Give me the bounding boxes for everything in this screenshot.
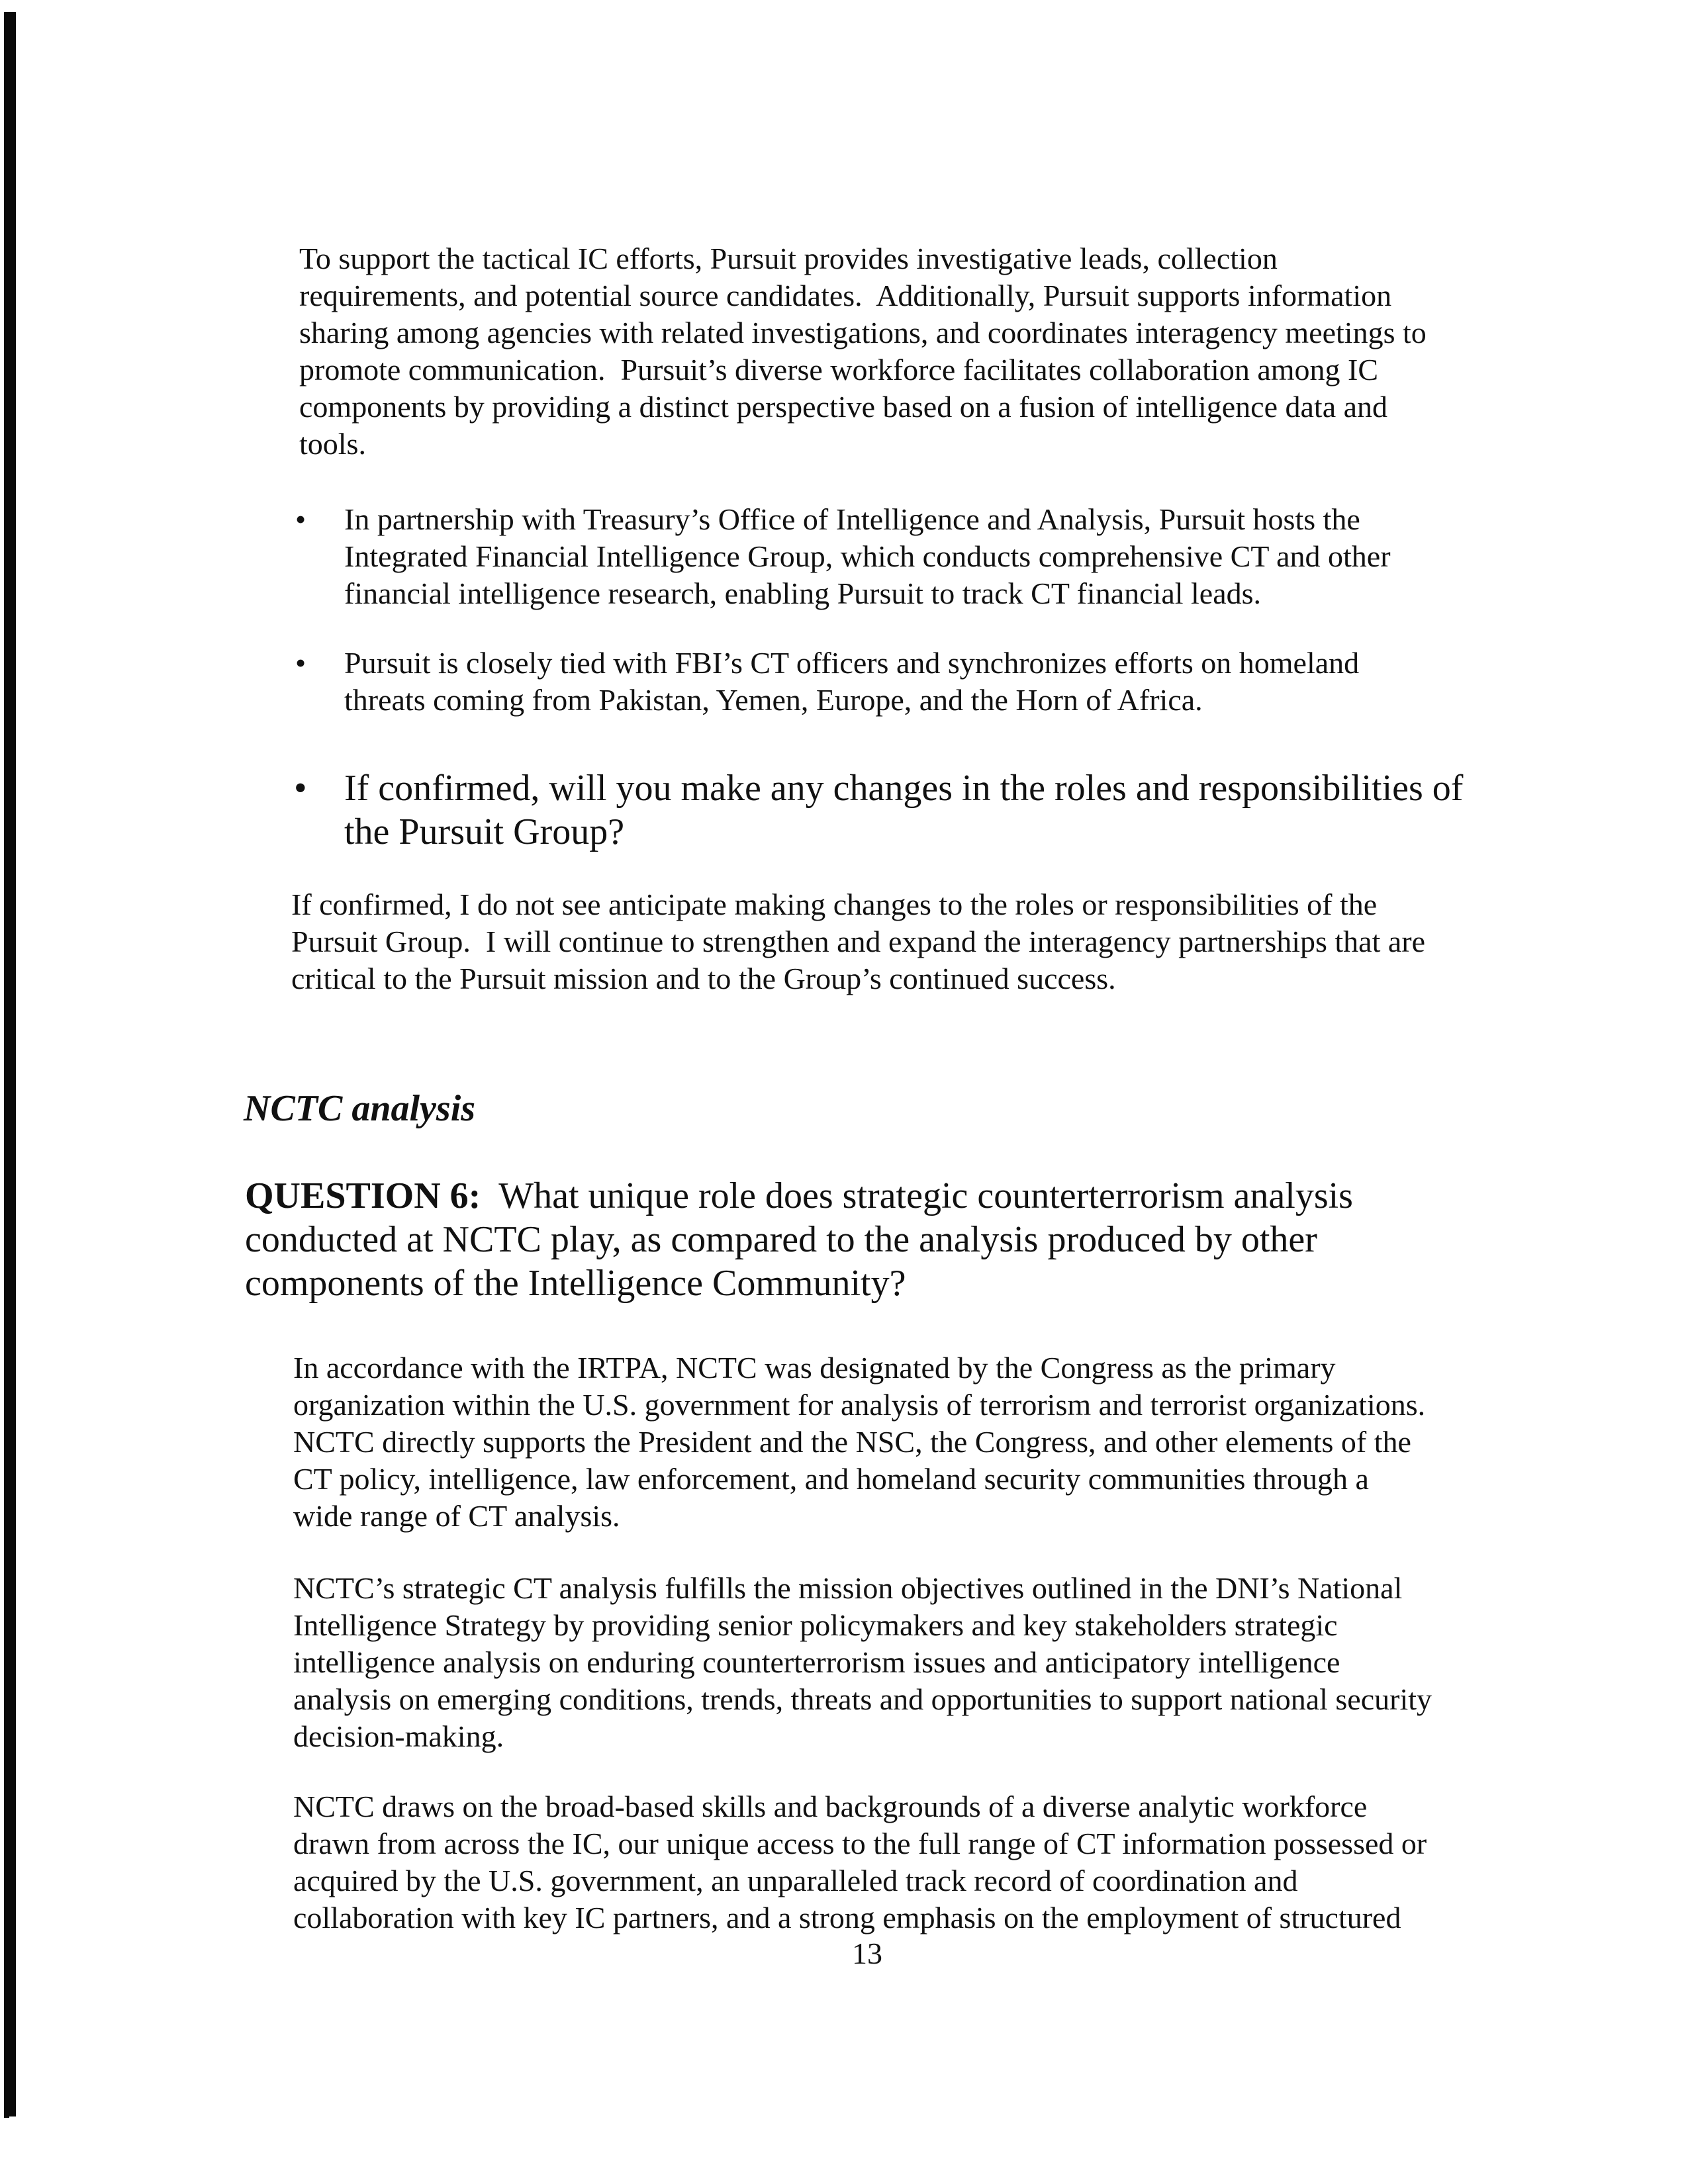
text-line: NCTC directly supports the President and the NSC, the Congress, and other elements of the xyxy=(293,1425,1411,1459)
question-6-line-1: What unique role does strategic counterterrorism analysis xyxy=(481,1175,1353,1216)
section-heading-nctc-analysis: NCTC analysis xyxy=(244,1088,476,1129)
text-line: NCTC’s strategic CT analysis fulfills the mission objectives outlined in the DNI’s National xyxy=(293,1571,1403,1605)
question-6 xyxy=(245,1174,1353,1305)
answer-6-paragraph-strategy xyxy=(293,1570,1432,1755)
pursuit-intro-paragraph xyxy=(299,240,1427,463)
question-6-label: QUESTION 6: xyxy=(245,1175,481,1216)
text-line: organization within the U.S. government for analysis of terrorism and terrorist organizations. xyxy=(293,1388,1426,1422)
text-line: acquired by the U.S. government, an unparalleled track record of coordination and xyxy=(293,1864,1298,1897)
bullet-item-treasury xyxy=(344,501,1391,612)
text-line: sharing among agencies with related investigations, and coordinates interagency meetings to xyxy=(299,316,1427,349)
text-line: Intelligence Strategy by providing senior policymakers and key stakeholders strategic xyxy=(293,1608,1338,1642)
text-line: intelligence analysis on enduring counterterrorism issues and anticipatory intelligence xyxy=(293,1645,1340,1679)
scan-edge-bar xyxy=(4,12,16,2116)
question-6-line-2: conducted at NCTC play, as compared to the analysis produced by other xyxy=(245,1219,1317,1260)
text-line: NCTC draws on the broad-based skills and backgrounds of a diverse analytic workforce xyxy=(293,1790,1368,1823)
text-line: drawn from across the IC, our unique access to the full range of CT information possessed or xyxy=(293,1827,1427,1860)
text-line: analysis on emerging conditions, trends, threats and opportunities to support national security xyxy=(293,1682,1432,1716)
text-line: components by providing a distinct perspective based on a fusion of intelligence data and xyxy=(299,390,1388,424)
text-line: Pursuit is closely tied with FBI’s CT officers and synchronizes efforts on homeland xyxy=(344,646,1360,680)
bullet-marker: • xyxy=(294,768,307,809)
text-line: wide range of CT analysis. xyxy=(293,1499,620,1533)
page-number: 13 xyxy=(852,1936,882,1970)
answer-6-paragraph-workforce xyxy=(293,1788,1427,1936)
text-line: requirements, and potential source candidates. Additionally, Pursuit supports information xyxy=(299,279,1392,312)
answer-6-paragraph-irtpa xyxy=(293,1349,1425,1535)
text-line: financial intelligence research, enabling Pursuit to track CT financial leads. xyxy=(344,576,1262,610)
text-line: CT policy, intelligence, law enforcement, and homeland security communities through a xyxy=(293,1462,1369,1496)
text-line: collaboration with key IC partners, and a strong emphasis on the employment of structured xyxy=(293,1901,1401,1934)
bullet-item-fbi xyxy=(344,645,1359,719)
bullet-marker: • xyxy=(295,646,306,680)
bullet-marker: • xyxy=(295,502,306,536)
text-line: decision-making. xyxy=(293,1719,504,1753)
sub-answer-paragraph xyxy=(291,886,1425,997)
text-line: To support the tactical IC efforts, Pursuit provides investigative leads, collection xyxy=(299,242,1278,275)
text-line: Integrated Financial Intelligence Group, which conducts comprehensive CT and other xyxy=(344,539,1391,573)
text-line: If confirmed, I do not see anticipate making changes to the roles or responsibilities of the xyxy=(291,887,1378,921)
text-line: If confirmed, will you make any changes in the roles and responsibilities of xyxy=(344,768,1464,809)
sub-question-pursuit-roles xyxy=(344,766,1463,854)
text-line: threats coming from Pakistan, Yemen, Europe, and the Horn of Africa. xyxy=(344,683,1203,717)
text-line: In accordance with the IRTPA, NCTC was designated by the Congress as the primary xyxy=(293,1351,1336,1385)
text-line: Pursuit Group. I will continue to strengthen and expand the interagency partnerships that are xyxy=(291,925,1426,958)
text-line: tools. xyxy=(299,427,366,461)
text-line: the Pursuit Group? xyxy=(344,811,625,852)
scan-edge-bar-tail xyxy=(4,1919,9,2118)
text-line: promote communication. Pursuit’s diverse workforce facilitates collaboration among IC xyxy=(299,353,1379,387)
question-6-line-3: components of the Intelligence Community? xyxy=(245,1263,906,1304)
text-line: critical to the Pursuit mission and to the Group’s continued success. xyxy=(291,962,1116,995)
text-line: In partnership with Treasury’s Office of Intelligence and Analysis, Pursuit hosts the xyxy=(344,502,1360,536)
